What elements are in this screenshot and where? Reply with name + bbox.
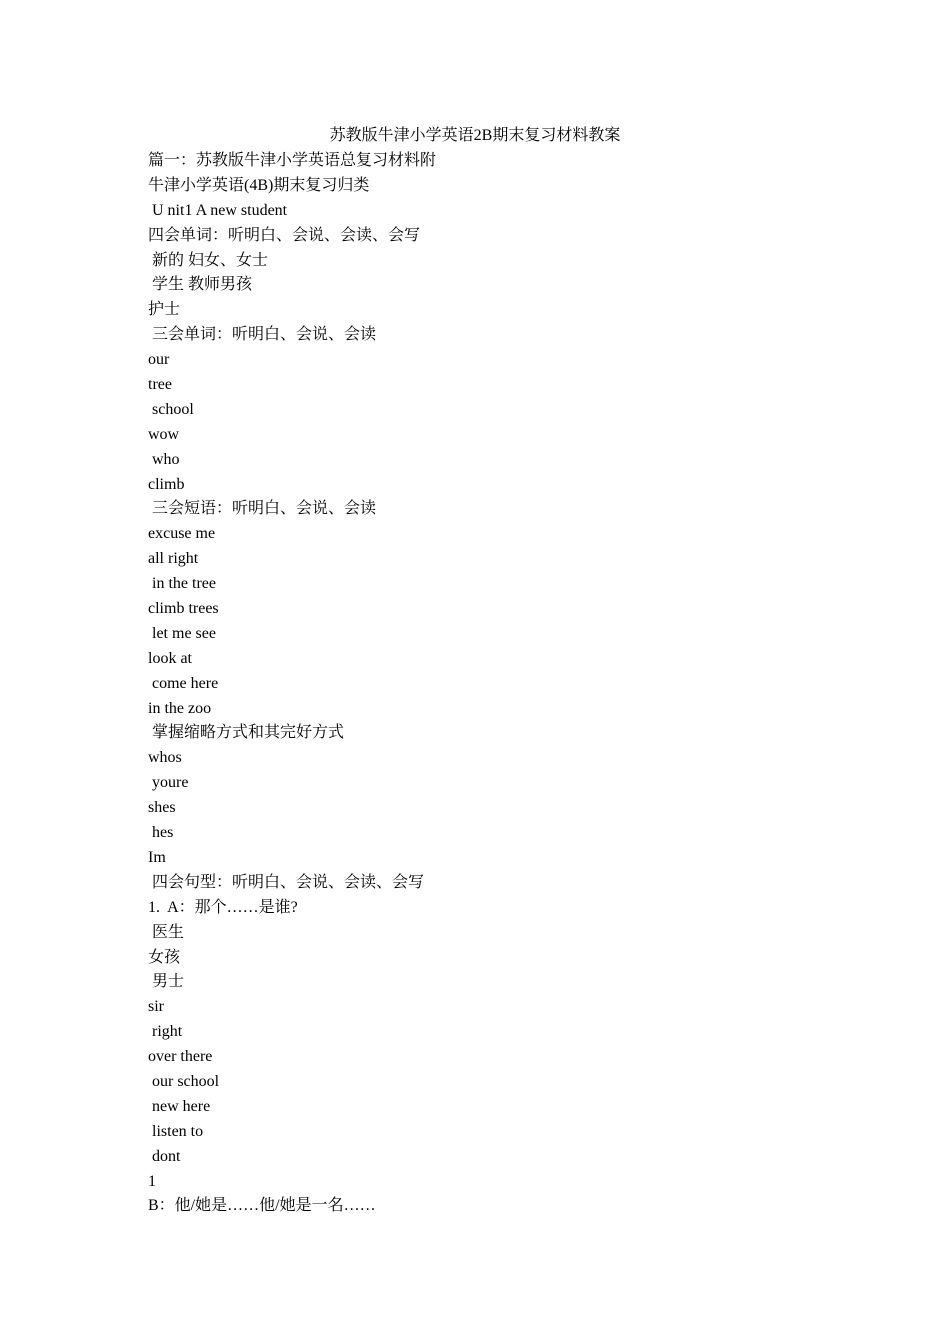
text-line: right — [148, 1023, 183, 1041]
text-line: who — [148, 450, 180, 468]
text-line: let me see — [148, 624, 216, 642]
text-line: in the tree — [148, 575, 216, 593]
text-line: hes — [148, 824, 174, 842]
text-line: 四会单词：听明白、会说、会读、会写 — [148, 226, 421, 244]
text-line: sir — [148, 998, 164, 1016]
document-title: 苏教版牛津小学英语2B期末复习材料教案 — [329, 127, 621, 144]
text-line: listen to — [148, 1122, 204, 1140]
text-line: look at — [148, 649, 192, 667]
text-line: new here — [148, 1097, 211, 1115]
text-line: 学生 教师男孩 — [148, 276, 253, 294]
text-line: shes — [148, 799, 176, 817]
text-line: 男士 — [148, 973, 185, 991]
text-line: youre — [148, 774, 189, 792]
text-line: whos — [148, 749, 182, 767]
text-line: 牛津小学英语(4B)期末复习归类 — [148, 176, 370, 194]
text-line: climb — [148, 475, 185, 493]
text-line: come here — [148, 674, 219, 692]
text-line: 三会单词：听明白、会说、会读 — [148, 326, 377, 344]
text-line: excuse me — [148, 525, 216, 543]
text-line: over there — [148, 1048, 213, 1066]
text-line: 1. A：那个……是谁? — [148, 898, 298, 916]
text-line: Im — [148, 848, 166, 866]
text-line: 1 — [148, 1172, 156, 1190]
text-line: 三会短语：听明白、会说、会读 — [148, 500, 377, 518]
text-line: 掌握缩略方式和其完好方式 — [148, 724, 345, 742]
text-line: wow — [148, 425, 180, 443]
text-line: climb trees — [148, 600, 219, 618]
text-line: 四会句型：听明白、会说、会读、会写 — [148, 873, 425, 891]
text-line: U nit1 A new student — [148, 201, 288, 219]
text-line: in the zoo — [148, 699, 212, 717]
text-line: dont — [148, 1147, 181, 1165]
text-line: all right — [148, 550, 199, 568]
text-line: school — [148, 400, 194, 418]
text-line: our — [148, 351, 170, 369]
text-line: tree — [148, 376, 172, 394]
text-line: 护士 — [148, 301, 181, 319]
document-body — [148, 149, 848, 1219]
text-line: 新的 妇女、女士 — [148, 251, 269, 269]
text-line: 女孩 — [148, 948, 181, 966]
text-line: 篇一：苏教版牛津小学英语总复习材料附 — [148, 152, 437, 169]
text-line: B：他/她是……他/她是一名…… — [148, 1197, 376, 1215]
text-line: 医生 — [148, 923, 185, 941]
text-line: our school — [148, 1072, 220, 1090]
